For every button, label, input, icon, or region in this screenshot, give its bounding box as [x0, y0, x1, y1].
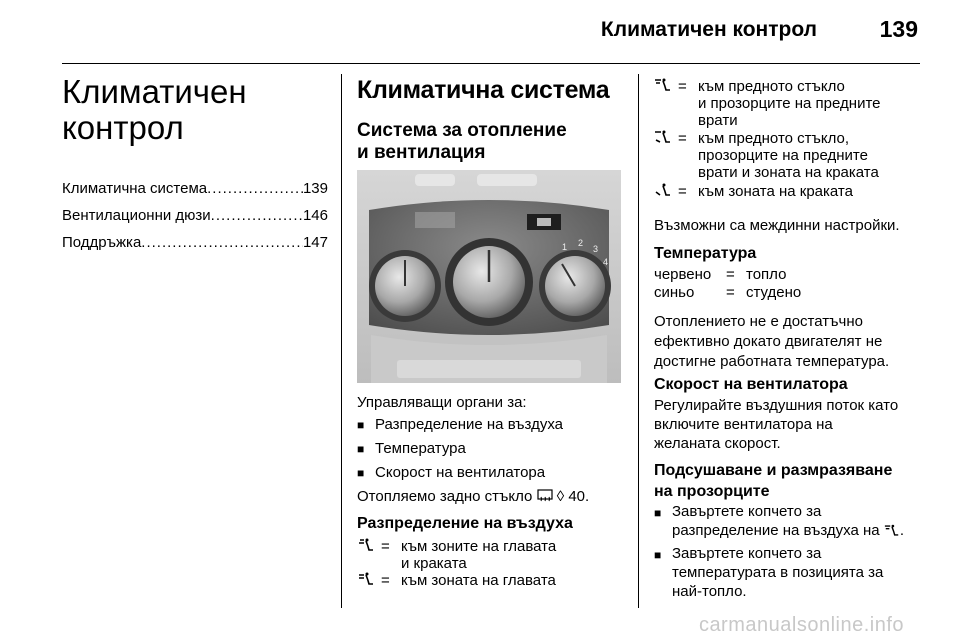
- air-item-windscreen-feet: [654, 130, 924, 181]
- chapter-title-line1: Климатичен: [62, 73, 247, 110]
- toc-leader: [211, 207, 303, 224]
- paragraph-line: включите вентилатора на: [654, 416, 833, 433]
- equals-sign: =: [726, 284, 735, 301]
- air-item-feet: [654, 183, 924, 201]
- air-item-text: към зоната на главата: [401, 572, 556, 589]
- bullet-fan-speed: [357, 464, 627, 481]
- column-divider-1: [341, 74, 342, 608]
- defog-bullet-temperature: [654, 544, 924, 601]
- windscreen-feet-icon: [654, 130, 678, 181]
- temp-term: синьо: [654, 284, 695, 301]
- bullet-text-cont: разпределение на въздуха на: [672, 522, 880, 539]
- bullet-marker-icon: ■: [654, 548, 662, 562]
- rear-window-text: Отопляемо задно стъкло: [357, 488, 533, 505]
- fan-speed-paragraph: [654, 396, 924, 453]
- top-vent-slot-left: [415, 174, 455, 186]
- toc-label: Поддръжка: [62, 234, 142, 251]
- fan-level-2-label: 2: [578, 238, 584, 248]
- temp-term: червено: [654, 266, 712, 283]
- chapter-title: [62, 74, 322, 146]
- cross-reference-arrow-icon: ◊: [556, 488, 565, 505]
- defog-title: [654, 460, 924, 502]
- bullet-text-cont: най-топло.: [672, 583, 747, 600]
- bullet-marker-icon: ■: [357, 442, 365, 456]
- bullet-marker-icon: ■: [357, 418, 365, 432]
- climate-control-panel-photo: [357, 170, 621, 383]
- defog-title-line2: на прозорците: [654, 483, 770, 500]
- fan-speed-title: Скорост на вентилатора: [654, 376, 848, 393]
- bullet-text: Завъртете копчето за: [672, 545, 822, 562]
- column-divider-2: [638, 74, 639, 608]
- equals-sign: =: [381, 538, 390, 555]
- toc-entry-maintenance[interactable]: [62, 234, 328, 251]
- toc-leader: [207, 180, 303, 197]
- air-item-text-cont: прозорците на предните: [698, 147, 868, 164]
- equals-sign: =: [678, 78, 687, 95]
- toc-label: Климатична система: [62, 180, 208, 197]
- equals-sign: =: [678, 130, 687, 147]
- feet-icon: [654, 183, 678, 201]
- temp-row-red: [654, 266, 924, 283]
- subsection-title: [357, 120, 627, 164]
- controls-intro: Управляващи органи за:: [357, 394, 527, 411]
- head-feet-icon: [357, 538, 381, 572]
- bullet-text-cont: температурата в позицията за: [672, 564, 884, 581]
- bullet-text: Разпределение на въздуха: [375, 416, 564, 433]
- bullet-text: Скорост на вентилатора: [375, 464, 546, 481]
- toc-entry-climate-system[interactable]: [62, 180, 328, 197]
- watermark: carmanualsonline.info: [698, 614, 904, 636]
- toc-page: 146: [302, 207, 328, 224]
- temp-row-blue: [654, 284, 924, 301]
- defog-title-line1: Подсушаване и размразяване: [654, 462, 893, 479]
- paragraph-line: желаната скорост.: [654, 435, 781, 452]
- temp-value: топло: [746, 266, 787, 283]
- fan-level-3-label: 3: [593, 244, 599, 254]
- running-header-title: Климатичен контрол: [600, 18, 817, 41]
- toc-page: 147: [302, 234, 328, 251]
- bullet-marker-icon: ■: [654, 506, 662, 520]
- rear-window-page-link[interactable]: 40.: [568, 488, 590, 505]
- rear-defrost-icon: [537, 489, 553, 507]
- subsection-title-line2: и вентилация: [357, 142, 486, 163]
- fan-level-1-label: 1: [562, 242, 568, 252]
- paragraph-line: ефективно докато двигателят не: [654, 333, 883, 350]
- air-item-windscreen: [654, 78, 924, 129]
- air-item-head-feet: [357, 538, 627, 572]
- air-item-text: към предното стъкло,: [698, 130, 850, 147]
- intermediate-settings-note: Възможни са междинни настройки.: [654, 217, 900, 234]
- air-item-text: към зоните на главата: [401, 538, 557, 555]
- top-vent-slot-right: [477, 174, 537, 186]
- equals-sign: =: [678, 183, 687, 200]
- header-rule: [62, 63, 920, 64]
- head-icon: [357, 572, 381, 590]
- page-number: 139: [879, 16, 918, 42]
- equals-sign: =: [726, 266, 735, 283]
- equals-sign: =: [381, 572, 390, 589]
- toc-page: 139: [302, 180, 328, 197]
- windscreen-icon: [654, 78, 678, 129]
- bullet-text: Завъртете копчето за: [672, 503, 822, 520]
- toc-label: Вентилационни дюзи: [62, 207, 211, 224]
- heating-paragraph: [654, 312, 924, 372]
- air-distribution-title: Разпределение на въздуха: [357, 515, 573, 532]
- sentence-end: .: [899, 522, 904, 539]
- paragraph-line: Отоплението не е достатъчно: [654, 313, 863, 330]
- subsection-title-line1: Система за отопление: [357, 120, 567, 141]
- bullet-marker-icon: ■: [357, 466, 365, 480]
- air-item-text: към предното стъкло: [698, 78, 845, 95]
- bullet-air-distribution: [357, 416, 627, 433]
- paragraph-line: достигне работната температура.: [654, 353, 890, 370]
- section-title: Климатична система: [357, 76, 610, 104]
- bullet-temperature: [357, 440, 627, 457]
- rear-window-reference: [357, 488, 637, 507]
- temp-value: студено: [746, 284, 802, 301]
- fan-level-4-label: 4: [603, 257, 609, 267]
- paragraph-line: Регулирайте въздушния поток като: [654, 397, 899, 414]
- air-item-text-cont: и краката: [401, 555, 467, 572]
- air-item-text-cont: и прозорците на предните: [698, 95, 881, 112]
- temperature-title: Температура: [654, 245, 757, 262]
- air-item-head: [357, 572, 627, 590]
- air-item-text-cont: врати и зоната на краката: [698, 164, 879, 181]
- chapter-title-line2: контрол: [62, 109, 184, 146]
- air-item-text: към зоната на краката: [698, 183, 853, 200]
- windscreen-icon: [884, 523, 900, 542]
- air-item-text-cont: врати: [698, 112, 738, 129]
- toc-leader: [141, 234, 303, 251]
- defog-bullet-distribution: [654, 502, 924, 542]
- bullet-text: Температура: [375, 440, 466, 457]
- toc-entry-air-vents[interactable]: [62, 207, 328, 224]
